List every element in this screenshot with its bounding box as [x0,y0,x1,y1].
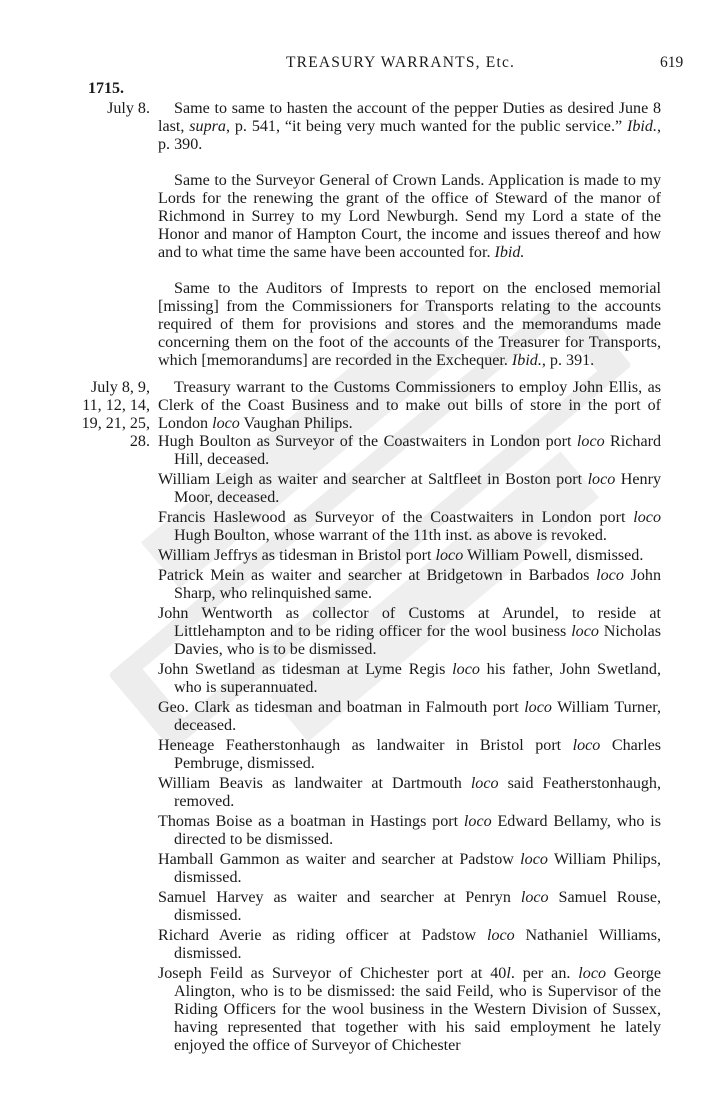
entry-text: Same to same to hasten the account of the pepper Duties as desired June 8 last, supra, p. 541, “it being very much wanted for the public service.” Ibid., p. 390. [158,100,661,153]
appointment-item: Francis Haslewood as Surveyor of the Coastwaiters in London port loco Hugh Boulton, whose warrant of the 11th inst. as above is revoked. [158,509,661,544]
entry-text: Treasury warrant to the Customs Commissioners to employ John Ellis, as Clerk of the Coast Business and to make out bills of store in the port of London loco Vaughan Philips. [158,379,661,432]
entry-customs-warrant [0,379,728,1055]
entry-crown-lands [0,172,728,262]
appointment-item: Richard Averie as riding officer at Padstow loco Nathaniel Williams, dismissed. [158,927,661,962]
appointment-item: William Leigh as waiter and searcher at Saltfleet in Boston port loco Henry Moor, deceased. [158,471,661,506]
appointment-item: Joseph Feild as Surveyor of Chichester port at 40l. per an. loco George Alington, who is to be dismissed: the said Feild, who is Supervisor of the Riding Officers for the wool business in the Western Division of Sussex, having represented that together with his said employment he lately enjoyed the office of Surveyor of Chichester [158,965,661,1054]
page-number: 619 [660,54,684,71]
entry-date: July 8. [107,100,150,117]
entry-auditors-imprests [0,280,728,370]
appointment-item: Hugh Boulton as Surveyor of the Coastwaiters in London port loco Richard Hill, deceased. [158,433,662,468]
appointment-item: Thomas Boise as a boatman in Hastings port loco Edward Bellamy, who is directed to be dismissed. [158,813,661,848]
appointment-item: Samuel Harvey as waiter and searcher at Penryn loco Samuel Rouse, dismissed. [158,889,661,924]
entry-date: July 8, 9, 11, 12, 14, 19, 21, 25, 28. [81,379,150,450]
appointment-item: Geo. Clark as tidesman and boatman in Falmouth port loco William Turner, deceased. [158,699,661,734]
year-label: 1715. [88,80,124,97]
appointment-item: William Jeffrys as tidesman in Bristol port loco William Powell, dismissed. [158,547,644,564]
entry-text: Same to the Surveyor General of Crown Lands. Application is made to my Lords for the renewing the grant of the office of Steward of the manor of Richmond in Surrey to my Lord Newburgh. Send my Lord a state of the Honor and manor of Hampton Court, the income and issues thereof and how and to what time the same have been accounted for. Ibid. [158,172,661,261]
entry-pepper-duties [0,100,728,154]
page-header [0,54,728,74]
appointment-item: John Wentworth as collector of Customs at Arundel, to reside at Littlehampton and to be riding officer for the wool business loco Nicholas Davies, who is to be dismissed. [158,605,662,658]
document-body [0,100,728,1057]
entry-text: Same to the Auditors of Imprests to report on the enclosed memorial [missing] from the Commissioners for Transports relating to the accounts required of them for provisions and stores and the memorandums made concerning them on the foot of the accounts of the Treasurer for Transports, which [memorandums] are recorded in the Exchequer. Ibid., p. 391. [158,280,661,369]
appointment-item: Heneage Featherstonhaugh as landwaiter in Bristol port loco Charles Pembruge, dismissed. [158,737,661,772]
running-title: TREASURY WARRANTS, Etc. [286,54,516,71]
appointment-item: William Beavis as landwaiter at Dartmouth loco said Featherstonhaugh, removed. [158,775,661,810]
appointment-item: Patrick Mein as waiter and searcher at Bridgetown in Barbados loco John Sharp, who relinquished same. [158,567,662,602]
appointment-item: Hamball Gammon as waiter and searcher at Padstow loco William Philips, dismissed. [158,851,661,886]
appointment-item: John Swetland as tidesman at Lyme Regis loco his father, John Swetland, who is superannuated. [158,661,661,696]
